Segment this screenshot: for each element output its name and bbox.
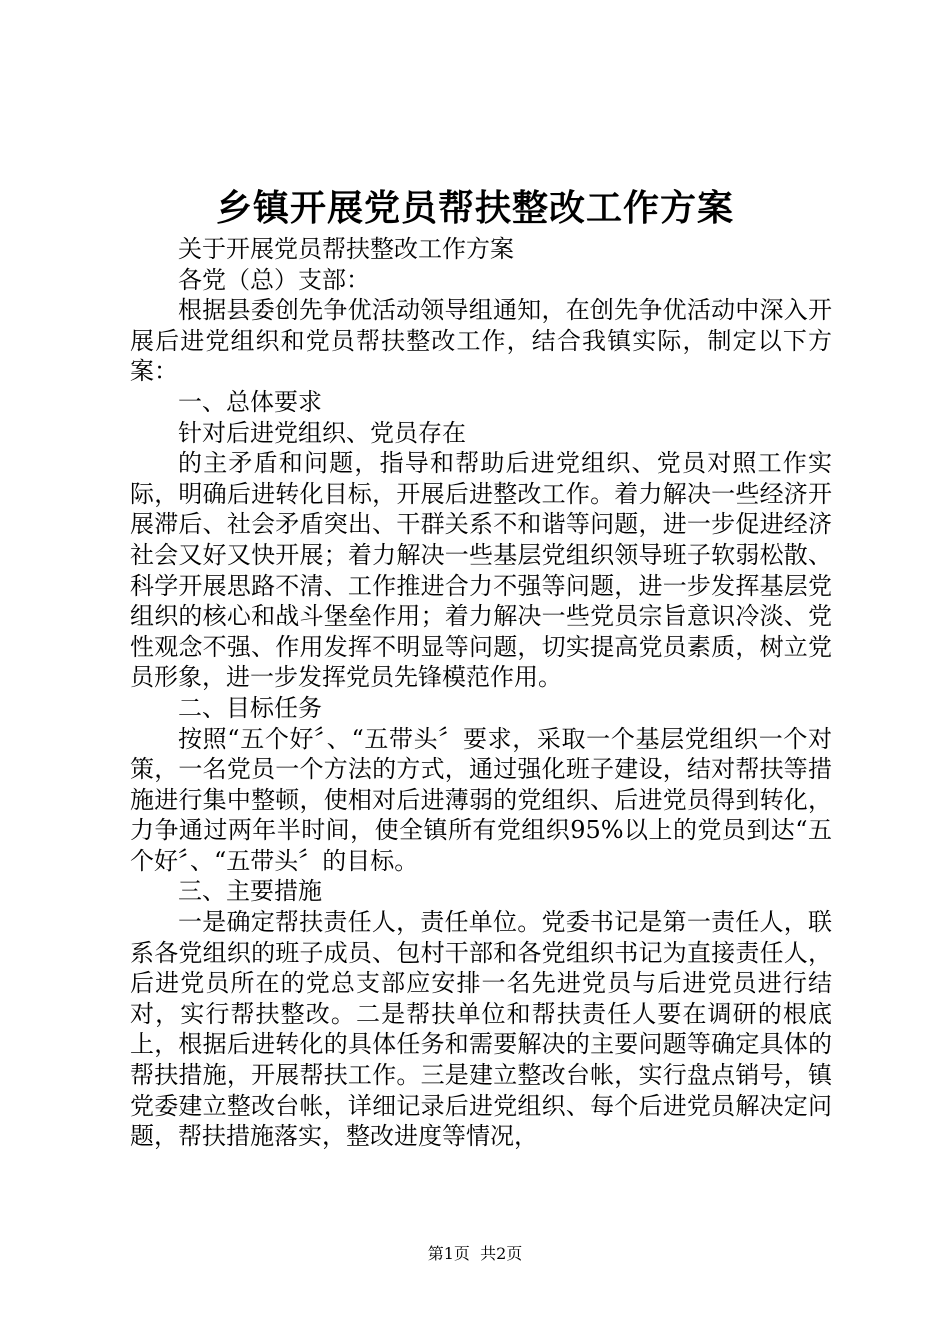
document-body — [130, 234, 832, 1152]
section-heading-3: 三、主要措施 — [178, 877, 322, 906]
subtitle-paragraph: 关于开展党员帮扶整改工作方案 — [178, 235, 514, 263]
body-paragraph: 的主矛盾和问题，指导和帮助后进党组织、党员对照工作实际，明确后进转化目标，开展后进整改工作。着力解决一些经济开展滞后、社会矛盾突出、干群关系不和谐等问题，进一步促进经济社会又好又快开展；着力解决一些基层党组织领导班子软弱松散、科学开展思路不清、工作推进合力不强等问题，进一步发挥基层党组织的核心和战斗堡垒作用；着力解决一些党员宗旨意识冷淡、党性观念不强、作用发挥不明显等问题，切实提高党员素质，树立党员形象，进一步发挥党员先锋模范作用。 — [130, 449, 832, 692]
page-footer — [0, 1244, 950, 1264]
page-number: 第1页 共2页 — [427, 1244, 523, 1263]
body-paragraph: 按照“五个好〞、“五带头〞要求，采取一个基层党组织一个对策，一名党员一个方法的方式，通过强化班子建设，结对帮扶等措施进行集中整顿，使相对后进薄弱的党组织、后进党员得到转化，力争通过两年半时间，使全镇所有党组织95%以上的党员到达“五个好〞、“五带头〞的目标。 — [130, 724, 832, 875]
section-heading-1: 一、总体要求 — [178, 387, 322, 416]
document-title: 乡镇开展党员帮扶整改工作方案 — [215, 187, 734, 229]
section-heading-2: 二、目标任务 — [178, 693, 322, 722]
salutation-paragraph: 各党（总）支部： — [178, 265, 370, 294]
body-paragraph: 一是确定帮扶责任人，责任单位。党委书记是第一责任人，联系各党组织的班子成员、包村干部和各党组织书记为直接责任人，后进党员所在的党总支部应安排一名先进党员与后进党员进行结对，实行帮扶整改。二是帮扶单位和帮扶责任人要在调研的根底上，根据后进转化的具体任务和需要解决的主要问题等确定具体的帮扶措施，开展帮扶工作。三是建立整改台帐，实行盘点销号，镇党委建立整改台帐，详细记录后进党组织、每个后进党员解决定问题，帮扶措施落实，整改进度等情况， — [130, 908, 832, 1151]
intro-paragraph: 根据县委创先争优活动领导组通知，在创先争优活动中深入开展后进党组织和党员帮扶整改工作，结合我镇实际，制定以下方案： — [130, 296, 832, 386]
body-paragraph: 针对后进党组织、党员存在 — [178, 418, 466, 447]
